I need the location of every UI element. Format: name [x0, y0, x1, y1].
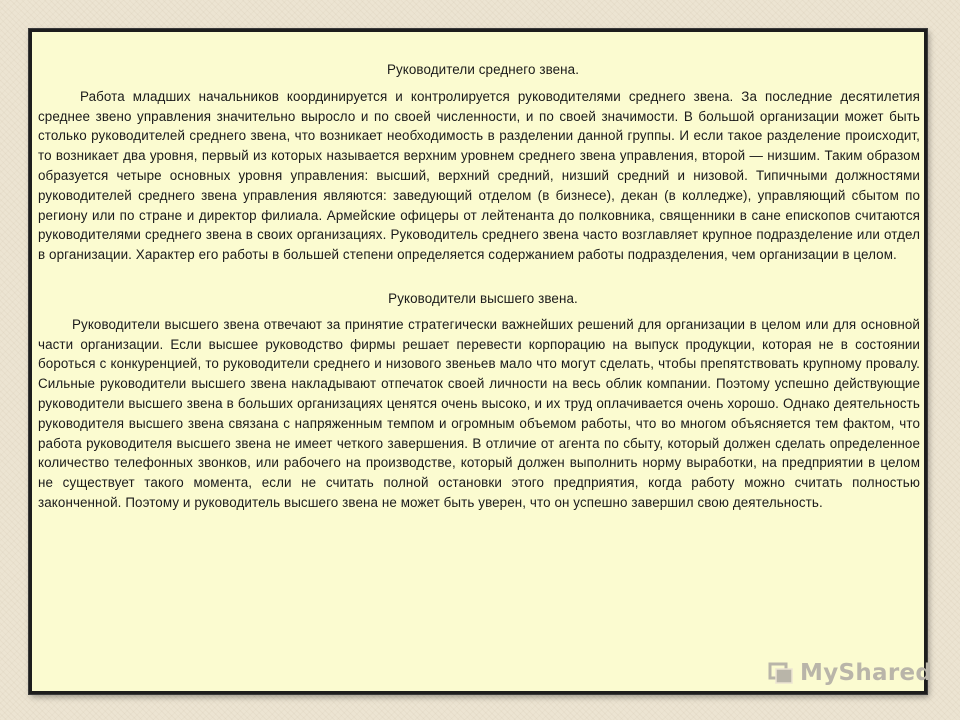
- slide-text: [38, 60, 920, 513]
- watermark: [766, 656, 932, 690]
- section-heading-top-management: Руководители высшего звена.: [388, 290, 578, 306]
- watermark-text: MyShared: [800, 660, 933, 686]
- section-heading-middle-management: Руководители среднего звена.: [386, 62, 580, 77]
- section-body-middle-management: Работа младших начальников координируется и контролируется руководителями среднего звена. За последние десятилетия среднее звено управления значительно выросло и по своей численности, и по своей значимости. В большой организации может быть столько руководителей среднего звена, что возникает необходимость в разделении данной группы. И если такое разделение происходит, то возникает два уровня, первый из которых называется верхним уровнем среднего звена управления, второй — низшим. Таким образом образуется четыре основных уровня управления: высший, верхний средний, низший средний и низовой. Типичными должностями руководителей среднего звена управления являются: заведующий отделом (в бизнесе), декан (в колледже), управляющий сбытом по региону или по стране и директор филиала. Армейские офицеры от лейтенанта до полковника, священники в сане епископов считаются руководителями среднего звена в своих организациях. Руководитель среднего звена часто возглавляет крупное подразделение или отдел в организации. Характер его работы в большей степени определяется содержанием работы подразделения, чем организации в целом.: [38, 88, 920, 263]
- myshared-logo-icon: [766, 659, 796, 687]
- section-body-top-management: Руководители высшего звена отвечают за принятие стратегически важнейших решений для организации в целом или для основной части организации. Если высшее руководство фирмы решает перевести корпорацию на выпуск продукции, которая не в состоянии бороться с конкуренцией, то руководители среднего и низового звеньев мало что могут сделать, чтобы препятствовать крупному провалу. Сильные руководители высшего звена накладывают отпечаток своей личности на весь облик компании. Поэтому успешно действующие руководители высшего звена в больших организациях ценятся очень высоко, и их труд оплачивается очень хорошо. Однако деятельность руководителя высшего звена связана с напряженным темпом и огромным объемом работы, что во многом объясняется тем фактом, что работа руководителя высшего звена не имеет четкого завершения. В отличие от агента по сбыту, который должен сделать определенное количество телефонных звонков, или рабочего на производстве, который должен выполнить норму выработки, на предприятии в целом не существует такого момента, если не считать полной остановки этого предприятия, когда работу можно считать полностью законченной. Поэтому и руководитель высшего звена не может быть уверен, что он успешно завершил свою деятельность.: [38, 316, 920, 510]
